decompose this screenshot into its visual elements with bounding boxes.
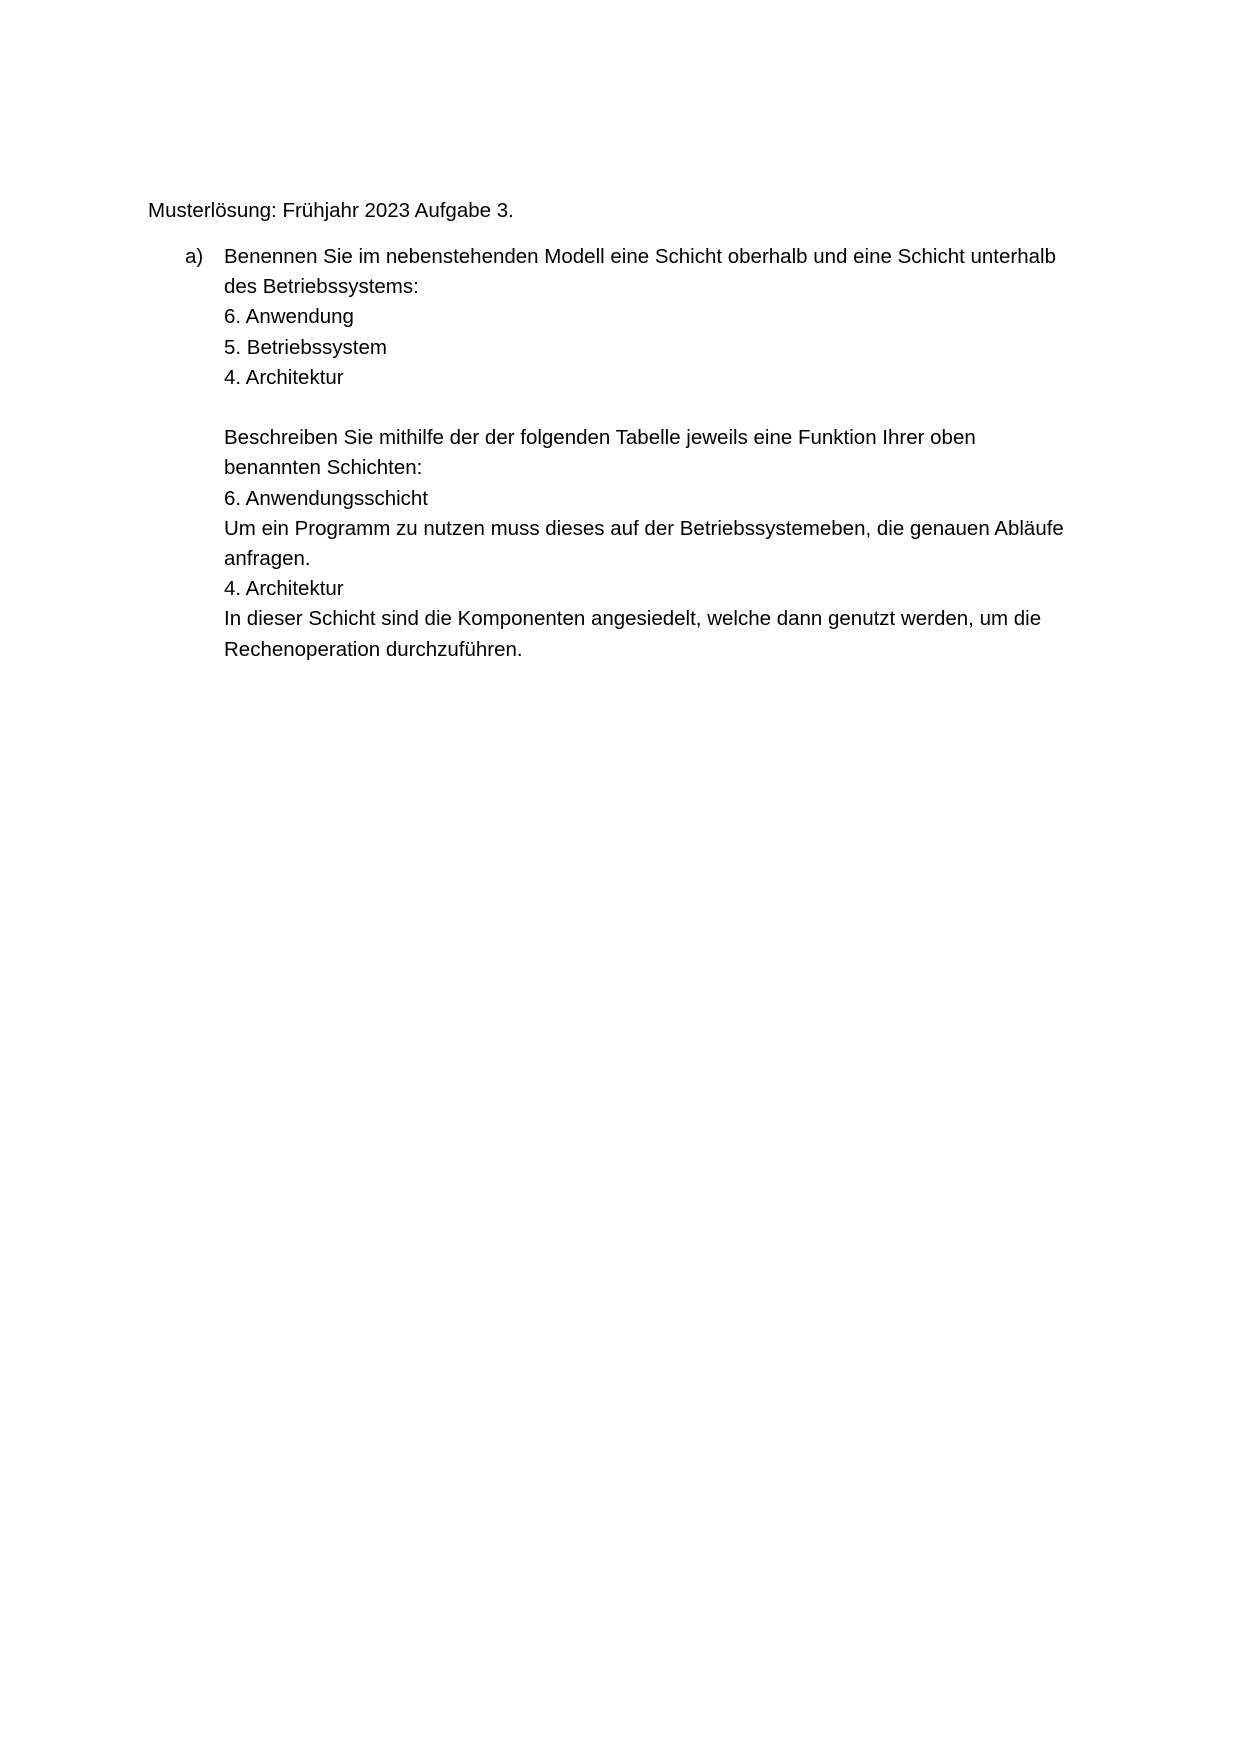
paragraph-spacer	[224, 393, 1104, 423]
question-2-line-2: benannten Schichten:	[224, 456, 423, 480]
answer-heading-application-layer: 6. Anwendungsschicht	[224, 486, 428, 510]
layer-application: 6. Anwendung	[224, 305, 354, 329]
answer-heading-architecture: 4. Architektur	[224, 577, 344, 601]
question-1-line-2: des Betriebssystems:	[224, 275, 419, 299]
answer-text-architecture-line-1: In dieser Schicht sind die Komponenten angesiedelt, welche dann genutzt werden, um die	[224, 607, 1042, 631]
layer-architecture: 4. Architektur	[224, 365, 344, 389]
question-1-line-1: Benennen Sie im nebenstehenden Modell eine Schicht oberhalb und eine Schicht unterhalb	[224, 245, 1056, 268]
answer-text-application-layer-line-2: anfragen.	[224, 547, 311, 571]
question-2-line-1: Beschreiben Sie mithilfe der der folgenden Tabelle jeweils eine Funktion Ihrer oben	[224, 426, 976, 450]
answer-text-architecture-line-2: Rechenoperation durchzuführen.	[224, 637, 523, 661]
answer-text-application-layer-line-1: Um ein Programm zu nutzen muss dieses auf der Betriebssystemeben, die genauen Abläufe	[224, 516, 1064, 540]
document-title: Musterlösung: Frühjahr 2023 Aufgabe 3.	[148, 199, 514, 222]
list-item-body	[224, 242, 1104, 665]
list-marker: a)	[185, 245, 204, 268]
layer-operating-system: 5. Betriebssystem	[224, 335, 387, 359]
